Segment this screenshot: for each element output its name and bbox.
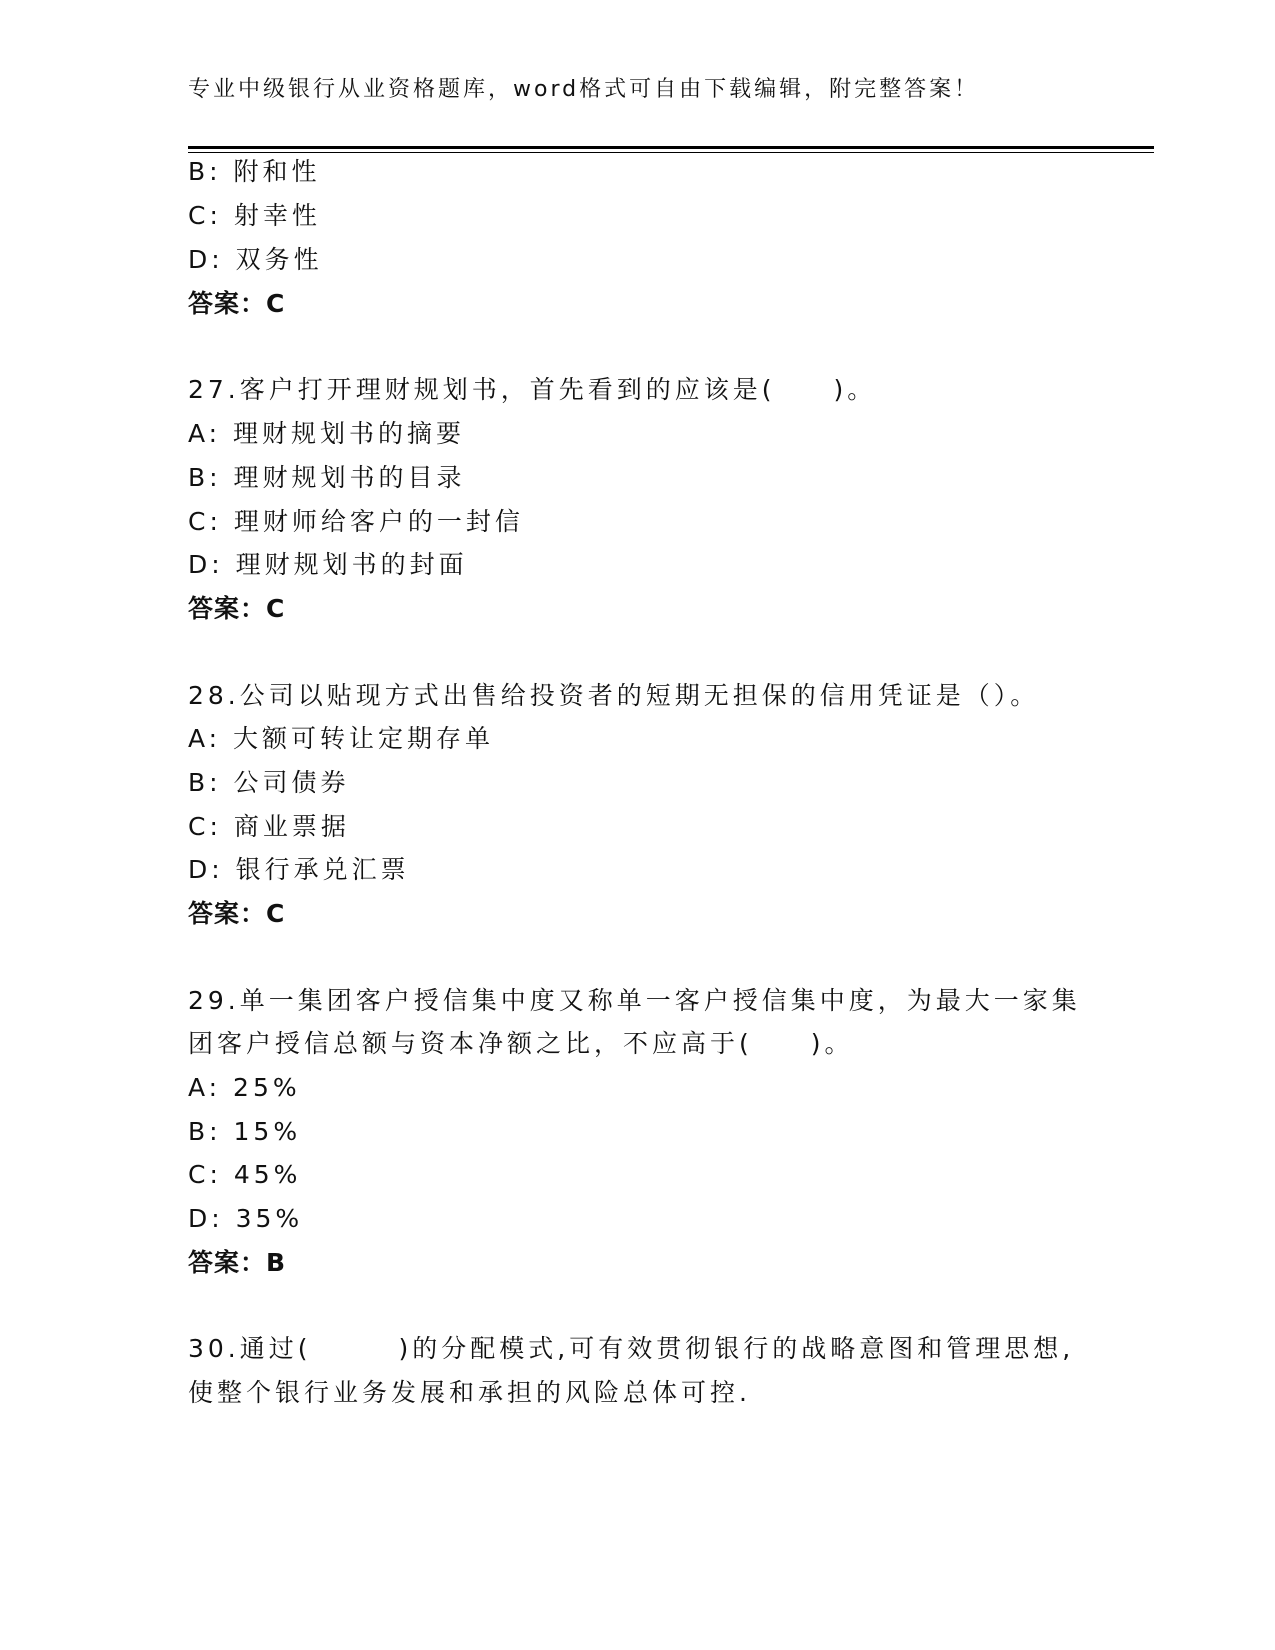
option-b: B: 15% — [188, 1117, 302, 1146]
option-d: D: 理财规划书的封面 — [188, 550, 468, 579]
question-stem-line-2: 团客户授信总额与资本净额之比，不应高于( )。 — [188, 1029, 854, 1058]
answer: 答案：B — [188, 1248, 287, 1277]
option-c: C: 45% — [188, 1160, 302, 1189]
option-d: D: 35% — [188, 1204, 304, 1233]
header-title: 专业中级银行从业资格题库，word格式可自由下载编辑，附完整答案！ — [188, 77, 980, 102]
header-divider-thin — [188, 152, 1154, 153]
option-a: A: 理财规划书的摘要 — [188, 419, 466, 448]
answer: 答案：C — [188, 899, 286, 928]
answer: 答案：C — [188, 289, 286, 318]
answer: 答案：C — [188, 594, 286, 623]
option-c: C: 理财师给客户的一封信 — [188, 507, 524, 536]
option-b: B: 理财规划书的目录 — [188, 463, 466, 492]
option-d: D: 银行承兑汇票 — [188, 855, 410, 884]
option-b: B: 附和性 — [188, 157, 321, 186]
question-stem: 28.公司以贴现方式出售给投资者的短期无担保的信用凭证是（）。 — [188, 681, 1040, 710]
option-a: A: 大额可转让定期存单 — [188, 724, 495, 753]
option-a: A: 25% — [188, 1073, 301, 1102]
option-c: C: 射幸性 — [188, 201, 321, 230]
question-stem-line-2: 使整个银行业务发展和承担的风险总体可控. — [188, 1378, 751, 1407]
option-c: C: 商业票据 — [188, 812, 350, 841]
question-stem-line-1: 30.通过( )的分配模式,可有效贯彻银行的战略意图和管理思想, — [188, 1334, 1075, 1363]
question-stem-line-1: 29.单一集团客户授信集中度又称单一客户授信集中度，为最大一家集 — [188, 986, 1081, 1015]
header-divider-thick — [188, 146, 1154, 149]
option-d: D: 双务性 — [188, 245, 323, 274]
question-stem: 27.客户打开理财规划书，首先看到的应该是( )。 — [188, 375, 877, 404]
option-b: B: 公司债券 — [188, 768, 350, 797]
